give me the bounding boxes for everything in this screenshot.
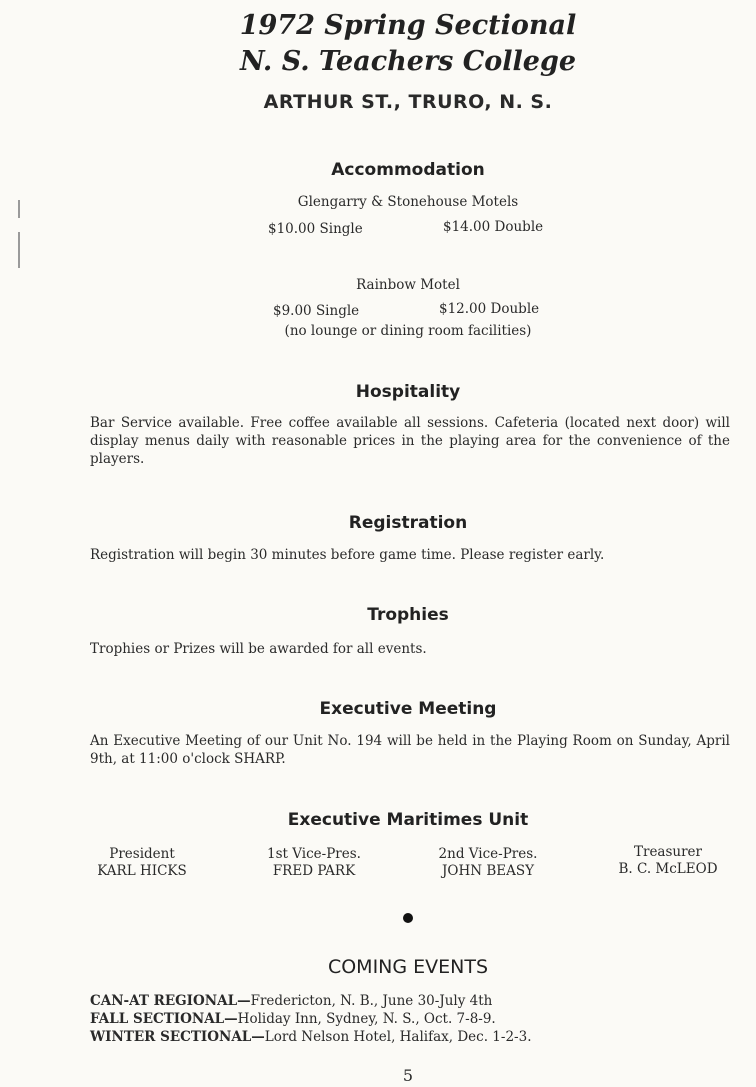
event-detail: Fredericton, N. B., June 30-July 4th bbox=[250, 993, 493, 1009]
event-item bbox=[90, 1010, 730, 1028]
motel2-name: Rainbow Motel bbox=[356, 277, 460, 293]
trophies-heading: Trophies bbox=[367, 605, 449, 625]
page-title: 1972 Spring Sectional bbox=[239, 10, 577, 41]
event-label: FALL SECTIONAL— bbox=[90, 1011, 238, 1027]
executive-meeting-text: An Executive Meeting of our Unit No. 194 will be held in the Playing Room on Sunday, April 9th, at 11:00 o'clock SHARP. bbox=[90, 733, 730, 767]
executive-meeting-heading: Executive Meeting bbox=[319, 699, 497, 719]
registration-heading: Registration bbox=[348, 513, 468, 533]
trophies-text: Trophies or Prizes will be awarded for all events. bbox=[90, 641, 427, 657]
event-detail: Holiday Inn, Sydney, N. S., Oct. 7-8-9. bbox=[237, 1011, 496, 1027]
motel1-single-price: $10.00 Single bbox=[268, 221, 363, 237]
officer-role: 2nd Vice-Pres. bbox=[438, 846, 538, 862]
event-label: WINTER SECTIONAL— bbox=[90, 1029, 265, 1045]
motel2-double-price: $12.00 Double bbox=[439, 301, 540, 317]
officer-treasurer bbox=[588, 844, 748, 878]
motel2-note: (no lounge or dining room facilities) bbox=[284, 323, 532, 339]
motel1-name: Glengarry & Stonehouse Motels bbox=[297, 194, 519, 210]
event-item bbox=[90, 992, 730, 1010]
venue-address: ARTHUR ST., TRURO, N. S. bbox=[263, 91, 553, 113]
page-number: 5 bbox=[402, 1066, 414, 1085]
hospitality-heading: Hospitality bbox=[355, 382, 461, 402]
officer-role: President bbox=[109, 846, 175, 862]
motel2-single-price: $9.00 Single bbox=[273, 303, 360, 319]
officer-2nd-vice-president bbox=[408, 846, 568, 880]
event-detail: Lord Nelson Hotel, Halifax, Dec. 1-2-3. bbox=[264, 1029, 532, 1045]
executive-unit-heading: Executive Maritimes Unit bbox=[287, 810, 529, 830]
edge-mark bbox=[18, 232, 20, 268]
officer-1st-vice-president bbox=[234, 846, 394, 880]
officer-role: Treasurer bbox=[633, 844, 702, 860]
coming-events-list bbox=[90, 992, 730, 1046]
hospitality-text: Bar Service available. Free coffee available all sessions. Cafeteria (located next door) will display menus daily with reasonable prices in the playing area for the convenience of the players. bbox=[90, 415, 730, 467]
officer-president bbox=[62, 846, 222, 880]
page-subtitle: N. S. Teachers College bbox=[239, 46, 577, 77]
officer-name: B. C. McLEOD bbox=[618, 861, 718, 877]
registration-text: Registration will begin 30 minutes before game time. Please register early. bbox=[90, 547, 605, 563]
event-label: CAN-AT REGIONAL— bbox=[90, 993, 251, 1009]
officer-name: JOHN BEASY bbox=[441, 863, 535, 879]
edge-mark bbox=[18, 200, 20, 218]
motel1-double-price: $14.00 Double bbox=[443, 219, 544, 235]
officer-name: FRED PARK bbox=[272, 863, 356, 879]
accommodation-heading: Accommodation bbox=[331, 160, 485, 180]
officer-role: 1st Vice-Pres. bbox=[267, 846, 361, 862]
officer-name: KARL HICKS bbox=[97, 863, 187, 879]
section-divider-bullet bbox=[403, 913, 413, 923]
coming-events-heading: COMING EVENTS bbox=[327, 956, 489, 978]
event-item bbox=[90, 1028, 730, 1046]
